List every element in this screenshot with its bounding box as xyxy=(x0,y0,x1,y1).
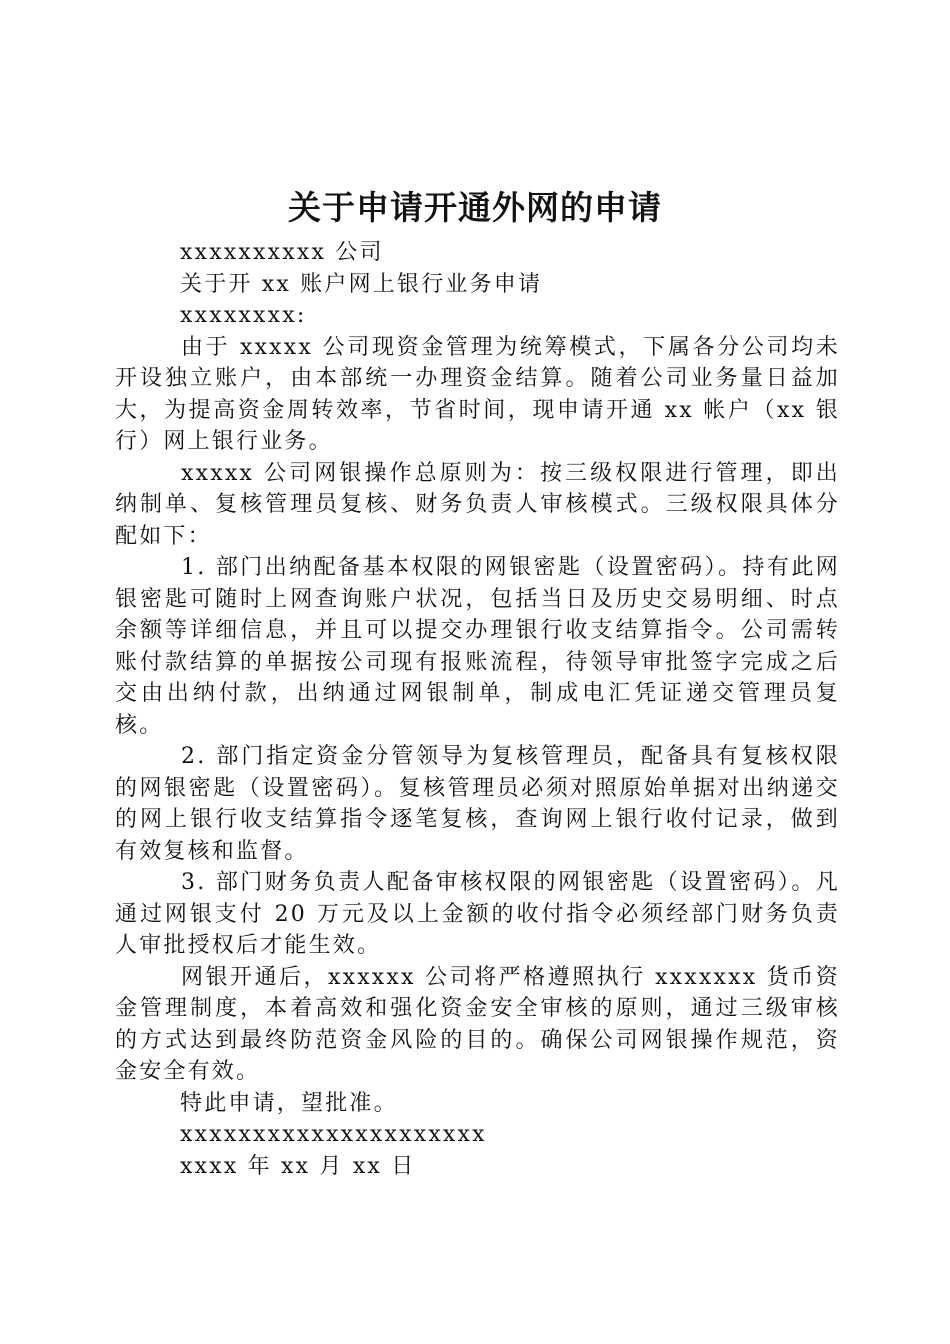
document-title: 关于申请开通外网的申请 xyxy=(288,188,662,227)
paragraph-principle: xxxxx 公司网银操作总原则为：按三级权限进行管理，即出纳制单、复核管理员复核、财务负责人审核模式。三级权限具体分配如下： xyxy=(115,460,840,549)
paragraph-commitment: 网银开通后，xxxxxx 公司将严格遵照执行 xxxxxxx 货币资金管理制度，本着高效和强化资金安全审核的原则，通过三级审核的方式达到最终防范资金风险的目的。确保公司网银操作规范，资金安全有效。 xyxy=(115,964,840,1084)
document-body xyxy=(115,237,840,1182)
list-item-approver: 3. 部门财务负责人配备审核权限的网银密匙（设置密码）。凡通过网银支付 20 万元及以上金额的收付指令必须经部门财务负责人审批授权后才能生效。 xyxy=(115,870,840,958)
paragraph-background: 由于 xxxxx 公司现资金管理为统筹模式，下属各分公司均未开设独立账户，由本部统一办理资金结算。随着公司业务量日益加大，为提高资金周转效率，节省时间，现申请开通 xx 帐户（xx 银行）网上银行业务。 xyxy=(115,334,840,454)
subject-line: 关于开 xx 账户网上银行业务申请 xyxy=(180,271,543,297)
company-line: xxxxxxxxxx 公司 xyxy=(180,240,384,265)
list-item-reviewer: 2. 部门指定资金分管领导为复核管理员，配备具有复核权限的网银密匙（设置密码）。复核管理员必须对照原始单据对出纳递交的网上银行收支结算指令逐笔复核，查询网上银行收付记录，做到有效复核和监督。 xyxy=(115,744,840,864)
closing-line: 特此申请，望批准。 xyxy=(180,1090,398,1116)
list-item-cashier: 1. 部门出纳配备基本权限的网银密匙（设置密码）。持有此网银密匙可随时上网查询账户状况，包括当日及历史交易明细、时点余额等详细信息，并且可以提交办理银行收支结算指令。公司需转账付款结算的单据按公司现有报账流程，待领导审批签字完成之后交由出纳付款，出纳通过网银制单，制成电汇凭证递交管理员复核。 xyxy=(115,555,840,738)
date-line: xxxx 年 xx 月 xx 日 xyxy=(180,1153,416,1179)
signature-line: xxxxxxxxxxxxxxxxxxxxx xyxy=(180,1122,487,1147)
salutation: xxxxxxxx: xyxy=(180,303,307,328)
